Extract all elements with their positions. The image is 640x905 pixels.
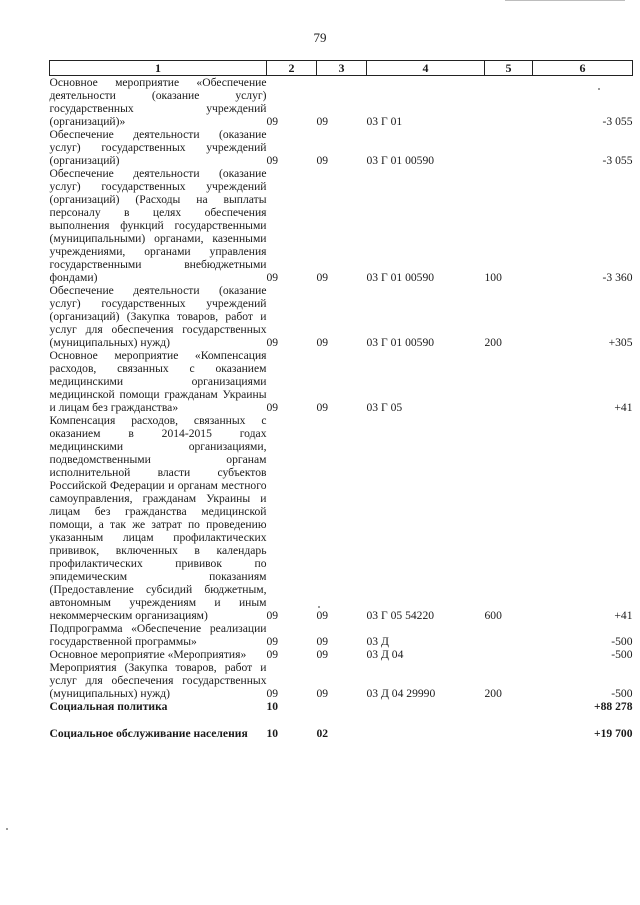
table-row bbox=[50, 414, 633, 622]
row-expense-type: 200 bbox=[484, 336, 502, 349]
row-amount: +305 bbox=[608, 336, 633, 349]
row-subsection: 09 bbox=[316, 635, 329, 648]
row-subsection: 09 bbox=[316, 401, 329, 414]
row-target-code bbox=[367, 713, 485, 740]
table-row bbox=[50, 648, 633, 661]
row-target-code: 03 Д bbox=[366, 635, 389, 648]
scan-speck bbox=[598, 88, 600, 90]
row-section: 09 bbox=[266, 635, 279, 648]
row-target-code bbox=[367, 700, 485, 713]
row-target-code: 03 Г 01 00590 bbox=[366, 271, 435, 284]
row-subsection: 09 bbox=[316, 609, 329, 622]
row-section: 09 bbox=[266, 336, 279, 349]
row-target-code: 03 Г 05 bbox=[366, 401, 403, 414]
table-row bbox=[50, 284, 633, 349]
budget-table bbox=[49, 60, 633, 740]
row-description: Обеспечение деятельности (оказание услуг) государственных учреждений (организаций) bbox=[49, 128, 267, 167]
row-description: Мероприятия (Закупка товаров, работ и услуг для обеспечения государственных (муниципальных) нужд) bbox=[49, 661, 267, 700]
row-target-code: 03 Г 01 bbox=[366, 115, 403, 128]
row-expense-type bbox=[485, 622, 533, 648]
row-section: 10 bbox=[266, 700, 279, 713]
row-expense-type bbox=[485, 349, 533, 414]
row-amount: -500 bbox=[611, 648, 633, 661]
row-expense-type bbox=[485, 713, 533, 740]
row-section: 09 bbox=[266, 271, 279, 284]
row-expense-type bbox=[485, 648, 533, 661]
column-header-5: 5 bbox=[485, 61, 533, 76]
row-description: Обеспечение деятельности (оказание услуг) государственных учреждений (организаций) (Расходы на выплаты персоналу в целях обеспечения выполнения функций государственными (муниципальными) органами, казенными учреждениями, органами управления государственными внебюджетными фондами) bbox=[49, 167, 267, 284]
row-amount: +88 278 bbox=[594, 700, 633, 713]
column-header-6: 6 bbox=[533, 61, 633, 76]
row-expense-type: 200 bbox=[484, 687, 502, 700]
row-subsection: 02 bbox=[316, 727, 329, 740]
row-expense-type: 100 bbox=[484, 271, 502, 284]
row-section: 09 bbox=[266, 401, 279, 414]
table-row-section-total bbox=[50, 700, 633, 713]
table-row bbox=[50, 128, 633, 167]
row-subsection: 09 bbox=[316, 154, 329, 167]
row-section: 10 bbox=[266, 727, 279, 740]
table-row bbox=[50, 661, 633, 700]
row-expense-type bbox=[485, 76, 533, 129]
row-section: 09 bbox=[266, 648, 279, 661]
column-header-3: 3 bbox=[317, 61, 367, 76]
row-amount: -3 055 bbox=[602, 115, 633, 128]
row-section: 09 bbox=[266, 609, 279, 622]
row-description: Подпрограмма «Обеспечение реализации государственной программы» bbox=[49, 622, 267, 648]
table-row bbox=[50, 167, 633, 284]
row-description: Социальная политика bbox=[49, 700, 168, 713]
column-header-2: 2 bbox=[267, 61, 317, 76]
table-header bbox=[50, 61, 633, 76]
column-header-1: 1 bbox=[50, 61, 267, 76]
table-row bbox=[50, 349, 633, 414]
row-expense-type bbox=[485, 700, 533, 713]
row-description: Компенсация расходов, связанных с оказанием в 2014-2015 годах медицинскими организациями, подведомственными органам исполнительной власти субъектов Российской Федерации и органам местного самоуправления, гражданам Украины и лицам без гражданства медицинской помощи, а так же затрат по проведению указанным лицам профилактических прививок, включенных в календарь профилактических прививок по эпидемическим показаниям (Предоставление субсидий бюджетным, автономным учреждениям и иным некоммерческим организациям) bbox=[49, 414, 267, 622]
page-number: 79 bbox=[313, 30, 327, 45]
row-subsection: 09 bbox=[316, 687, 329, 700]
row-subsection: 09 bbox=[316, 648, 329, 661]
table-row bbox=[50, 76, 633, 129]
table-row bbox=[50, 622, 633, 648]
table-row-subsection-total bbox=[50, 713, 633, 740]
row-subsection bbox=[317, 700, 367, 713]
row-subsection: 09 bbox=[316, 115, 329, 128]
row-description: Основное мероприятие «Мероприятия» bbox=[49, 648, 247, 661]
row-amount: -3 055 bbox=[602, 154, 633, 167]
row-amount: +41 bbox=[614, 609, 633, 622]
row-target-code: 03 Г 01 00590 bbox=[366, 154, 435, 167]
row-amount: -500 bbox=[611, 635, 633, 648]
header-row bbox=[50, 61, 633, 76]
row-description: Основное мероприятие «Компенсация расходов, связанных с оказанием медицинскими организациями медицинской помощи гражданам Украины и лицам без гражданства» bbox=[49, 349, 267, 414]
row-target-code: 03 Г 01 00590 bbox=[366, 336, 435, 349]
row-target-code: 03 Г 05 54220 bbox=[366, 609, 435, 622]
row-expense-type bbox=[485, 128, 533, 167]
row-amount: +19 700 bbox=[594, 727, 633, 740]
row-section: 09 bbox=[266, 687, 279, 700]
row-description: Обеспечение деятельности (оказание услуг) государственных учреждений (организаций) (Закупка товаров, работ и услуг для обеспечения государственных (муниципальных) нужд) bbox=[49, 284, 267, 349]
top-edge-rule bbox=[505, 0, 625, 1]
row-description: Основное мероприятие «Обеспечение деятельности (оказание услуг) государственных учреждений (организаций)» bbox=[49, 76, 267, 128]
row-subsection: 09 bbox=[316, 336, 329, 349]
scan-speck bbox=[6, 828, 8, 830]
row-section: 09 bbox=[266, 154, 279, 167]
row-amount: -3 360 bbox=[602, 271, 633, 284]
row-amount: -500 bbox=[611, 687, 633, 700]
row-section: 09 bbox=[266, 115, 279, 128]
row-subsection: 09 bbox=[316, 271, 329, 284]
row-target-code: 03 Д 04 bbox=[366, 648, 404, 661]
row-expense-type: 600 bbox=[484, 609, 502, 622]
row-amount: +41 bbox=[614, 401, 633, 414]
scan-speck bbox=[318, 606, 320, 608]
row-description: Социальное обслуживание населения bbox=[49, 727, 248, 740]
row-target-code: 03 Д 04 29990 bbox=[366, 687, 436, 700]
table-body bbox=[50, 76, 633, 741]
column-header-4: 4 bbox=[367, 61, 485, 76]
